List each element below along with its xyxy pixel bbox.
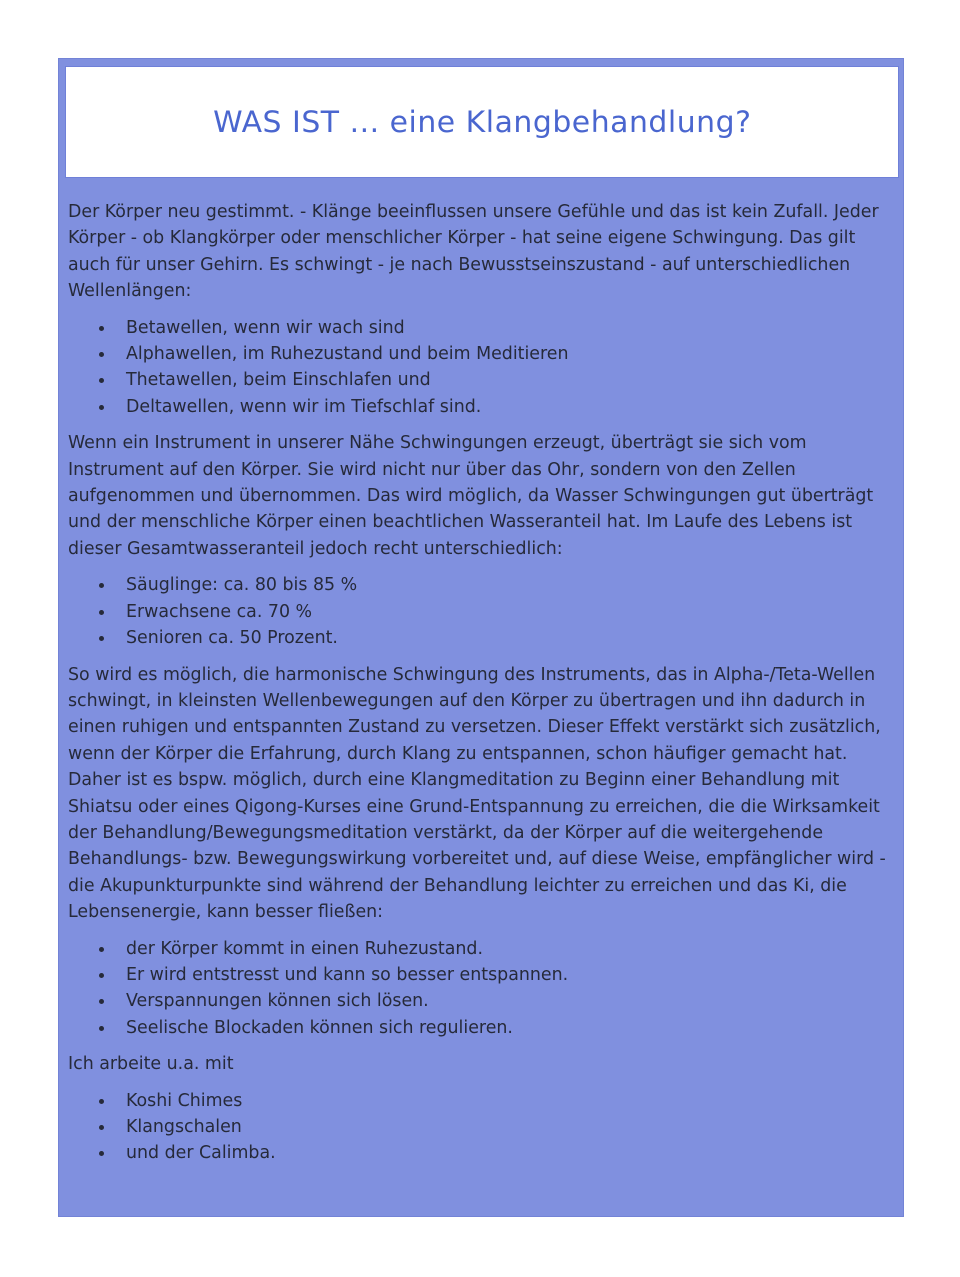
list-item: Thetawellen, beim Einschlafen und bbox=[126, 367, 898, 393]
effect-paragraph: So wird es möglich, die harmonische Schwingung des Instruments, das in Alpha-/Teta-Wellen schwingt, in kleinsten Wellenbewegungen auf den Körper zu übertragen und ihn dadurch in einen ruhigen und entspannten Zustand zu versetzen. Dieser Effekt verstärkt sich zusätzlich, wenn der Körper die Erfahrung, durch Klang zu entspannen, schon häufiger gemacht hat. Daher ist es bspw. möglich, durch eine Klangmeditation zu Beginn einer Behandlung mit Shiatsu oder eines Qigong-Kurses eine Grund-Entspannung zu erreichen, die die Wirksamkeit der Behandlung/Bewegungsmeditation verstärkt, da der Körper auf die weitergehende Behandlungs- bzw. Bewegungswirkung vorbereitet und, auf diese Weise, empfänglicher wird - die Akupunkturpunkte sind während der Behandlung leichter zu erreichen und das Ki, die Lebensenergie, kann besser fließen: bbox=[68, 664, 886, 923]
list-item: Deltawellen, wenn wir im Tiefschlaf sind. bbox=[126, 394, 898, 420]
list-item: Betawellen, wenn wir wach sind bbox=[126, 315, 898, 341]
water-list bbox=[68, 572, 898, 651]
list-item: Säuglinge: ca. 80 bis 85 % bbox=[126, 572, 898, 598]
content-panel bbox=[58, 58, 904, 1217]
list-item: Seelische Blockaden können sich regulieren. bbox=[126, 1015, 898, 1041]
title-box bbox=[65, 66, 899, 178]
effects-list bbox=[68, 936, 898, 1042]
list-item: und der Calimba. bbox=[126, 1140, 898, 1166]
instruments-list bbox=[68, 1088, 898, 1167]
list-item: Er wird entstresst und kann so besser entspannen. bbox=[126, 962, 898, 988]
instruments-intro: Ich arbeite u.a. mit bbox=[68, 1054, 234, 1075]
list-item: Alphawellen, im Ruhezustand und beim Meditieren bbox=[126, 341, 898, 367]
intro-paragraph: Der Körper neu gestimmt. - Klänge beeinflussen unsere Gefühle und das ist kein Zufall. Jeder Körper - ob Klangkörper oder menschlicher Körper - hat seine eigene Schwingung. Das gilt auch für unser Gehirn. Es schwingt - je nach Bewusstseinszustand - auf unterschiedlichen Wellenlängen: bbox=[68, 202, 879, 302]
waves-list bbox=[68, 315, 898, 421]
water-paragraph: Wenn ein Instrument in unserer Nähe Schwingungen erzeugt, überträgt sie sich vom Instrument auf den Körper. Sie wird nicht nur über das Ohr, sondern von den Zellen aufgenommen und übernommen. Das wird möglich, da Wasser Schwingungen gut überträgt und der menschliche Körper einen beachtlichen Wasseranteil hat. Im Laufe des Lebens ist dieser Gesamtwasseranteil jedoch recht unterschiedlich: bbox=[68, 433, 874, 559]
list-item: Erwachsene ca. 70 % bbox=[126, 599, 898, 625]
list-item: der Körper kommt in einen Ruhezustand. bbox=[126, 936, 898, 962]
list-item: Koshi Chimes bbox=[126, 1088, 898, 1114]
list-item: Klangschalen bbox=[126, 1114, 898, 1140]
list-item: Verspannungen können sich lösen. bbox=[126, 988, 898, 1014]
page-title: WAS IST ... eine Klangbehandlung? bbox=[212, 105, 752, 139]
article-body bbox=[68, 199, 898, 1177]
list-item: Senioren ca. 50 Prozent. bbox=[126, 625, 898, 651]
